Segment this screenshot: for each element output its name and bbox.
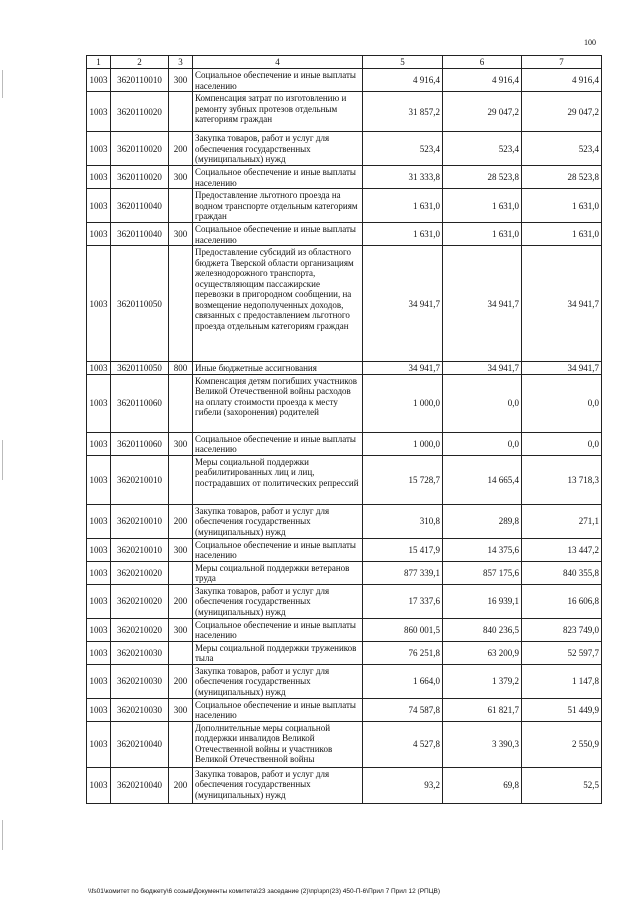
cell-amount-year-1: 76 251,8	[363, 641, 443, 664]
cell-amount-year-3: 271,1	[522, 504, 602, 538]
cell-amount-year-1: 34 941,7	[363, 246, 443, 362]
cell-amount-year-1: 310,8	[363, 504, 443, 538]
cell-amount-year-3: 1 631,0	[522, 223, 602, 246]
cell-amount-year-2: 63 200,9	[443, 641, 522, 664]
cell-section-code: 1003	[87, 455, 111, 504]
cell-description: Закупка товаров, работ и услуг для обеспечения государственных (муниципальных) нужд	[193, 767, 363, 803]
cell-target-code: 3620210010	[111, 455, 169, 504]
cell-amount-year-3: 34 941,7	[522, 362, 602, 375]
header-col-1: 1	[87, 56, 111, 69]
table-row	[87, 132, 602, 166]
cell-expense-type: 300	[169, 432, 193, 455]
cell-amount-year-2: 1 631,0	[443, 223, 522, 246]
cell-expense-type	[169, 374, 193, 432]
cell-description: Закупка товаров, работ и услуг для обеспечения государственных (муниципальных) нужд	[193, 584, 363, 618]
cell-amount-year-2: 14 375,6	[443, 538, 522, 561]
cell-amount-year-2: 69,8	[443, 767, 522, 803]
cell-amount-year-3: 52,5	[522, 767, 602, 803]
cell-expense-type: 300	[169, 698, 193, 721]
cell-description: Закупка товаров, работ и услуг для обеспечения государственных (муниципальных) нужд	[193, 664, 363, 698]
cell-amount-year-1: 1 664,0	[363, 664, 443, 698]
cell-expense-type: 300	[169, 538, 193, 561]
cell-section-code: 1003	[87, 561, 111, 584]
header-col-2: 2	[111, 56, 169, 69]
cell-description: Предоставление льготного проезда на водном транспорте отдельным категориям граждан	[193, 189, 363, 223]
cell-target-code: 3620110020	[111, 132, 169, 166]
cell-amount-year-3: 13 718,3	[522, 455, 602, 504]
table-row	[87, 767, 602, 803]
cell-amount-year-3: 0,0	[522, 432, 602, 455]
cell-amount-year-1: 93,2	[363, 767, 443, 803]
cell-section-code: 1003	[87, 584, 111, 618]
cell-amount-year-3: 840 355,8	[522, 561, 602, 584]
cell-amount-year-2: 0,0	[443, 374, 522, 432]
cell-amount-year-1: 31 333,8	[363, 166, 443, 189]
cell-description: Предоставление субсидий из областного бюджета Тверской области организациям железнодорожного транспорта, осуществляющим пассажирские перевозки в пригородном сообщении, на возмещение недополученных доходов, связанных с предоставлением льготного проезда отдельным категориям граждан	[193, 246, 363, 362]
table-row	[87, 664, 602, 698]
cell-amount-year-1: 1 631,0	[363, 189, 443, 223]
cell-amount-year-3: 52 597,7	[522, 641, 602, 664]
cell-amount-year-2: 0,0	[443, 432, 522, 455]
cell-section-code: 1003	[87, 132, 111, 166]
cell-amount-year-2: 289,8	[443, 504, 522, 538]
cell-section-code: 1003	[87, 767, 111, 803]
cell-description: Меры социальной поддержки ветеранов труда	[193, 561, 363, 584]
cell-amount-year-2: 28 523,8	[443, 166, 522, 189]
cell-target-code: 3620210020	[111, 618, 169, 641]
table-row	[87, 538, 602, 561]
cell-expense-type	[169, 246, 193, 362]
cell-section-code: 1003	[87, 223, 111, 246]
cell-target-code: 3620110040	[111, 223, 169, 246]
cell-expense-type	[169, 641, 193, 664]
table-row	[87, 69, 602, 92]
cell-expense-type: 200	[169, 504, 193, 538]
cell-expense-type: 300	[169, 166, 193, 189]
cell-expense-type: 300	[169, 223, 193, 246]
cell-description: Закупка товаров, работ и услуг для обеспечения государственных (муниципальных) нужд	[193, 132, 363, 166]
table-row	[87, 698, 602, 721]
cell-amount-year-3: 523,4	[522, 132, 602, 166]
header-col-7: 7	[522, 56, 602, 69]
cell-amount-year-1: 4 527,8	[363, 721, 443, 767]
cell-section-code: 1003	[87, 664, 111, 698]
table-row	[87, 584, 602, 618]
cell-expense-type: 300	[169, 69, 193, 92]
cell-section-code: 1003	[87, 69, 111, 92]
cell-amount-year-3: 34 941,7	[522, 246, 602, 362]
header-col-5: 5	[363, 56, 443, 69]
cell-amount-year-1: 15 728,7	[363, 455, 443, 504]
cell-expense-type	[169, 189, 193, 223]
cell-target-code: 3620110020	[111, 92, 169, 132]
cell-description: Социальное обеспечение и иные выплаты населению	[193, 698, 363, 721]
cell-amount-year-3: 13 447,2	[522, 538, 602, 561]
cell-amount-year-2: 523,4	[443, 132, 522, 166]
cell-amount-year-1: 523,4	[363, 132, 443, 166]
table-row	[87, 721, 602, 767]
cell-amount-year-1: 15 417,9	[363, 538, 443, 561]
cell-target-code: 3620210020	[111, 584, 169, 618]
cell-amount-year-2: 1 379,2	[443, 664, 522, 698]
cell-target-code: 3620210030	[111, 664, 169, 698]
cell-section-code: 1003	[87, 698, 111, 721]
cell-amount-year-1: 1 000,0	[363, 374, 443, 432]
cell-amount-year-2: 14 665,4	[443, 455, 522, 504]
cell-amount-year-1: 4 916,4	[363, 69, 443, 92]
cell-target-code: 3620210010	[111, 538, 169, 561]
scan-margin-mark	[2, 820, 3, 850]
cell-section-code: 1003	[87, 166, 111, 189]
cell-expense-type: 200	[169, 584, 193, 618]
table-row	[87, 189, 602, 223]
file-path-footer: \\fs01\комитет по бюджету\6 созыв\Документы комитета\23 заседание (2)\пр\зрп(23) 450-П-6\Прил 7 Прил 12 (РПЦВ)	[88, 888, 441, 895]
cell-amount-year-1: 34 941,7	[363, 362, 443, 375]
cell-section-code: 1003	[87, 246, 111, 362]
cell-amount-year-1: 860 001,5	[363, 618, 443, 641]
table-row	[87, 362, 602, 375]
cell-amount-year-3: 28 523,8	[522, 166, 602, 189]
header-col-3: 3	[169, 56, 193, 69]
table-body	[87, 69, 602, 804]
cell-description: Социальное обеспечение и иные выплаты населению	[193, 618, 363, 641]
cell-amount-year-2: 34 941,7	[443, 246, 522, 362]
cell-target-code: 3620210020	[111, 561, 169, 584]
table-row	[87, 374, 602, 432]
cell-description: Меры социальной поддержки реабилитированных лиц и лиц, пострадавших от политических репрессий	[193, 455, 363, 504]
header-col-6: 6	[443, 56, 522, 69]
cell-amount-year-3: 1 631,0	[522, 189, 602, 223]
cell-section-code: 1003	[87, 538, 111, 561]
cell-description: Социальное обеспечение и иные выплаты населению	[193, 538, 363, 561]
header-col-4: 4	[193, 56, 363, 69]
cell-amount-year-3: 1 147,8	[522, 664, 602, 698]
cell-target-code: 3620110010	[111, 69, 169, 92]
cell-amount-year-3: 0,0	[522, 374, 602, 432]
cell-amount-year-2: 16 939,1	[443, 584, 522, 618]
table-row	[87, 223, 602, 246]
cell-expense-type	[169, 455, 193, 504]
cell-amount-year-1: 877 339,1	[363, 561, 443, 584]
cell-description: Компенсация затрат по изготовлению и ремонту зубных протезов отдельным категориям граждан	[193, 92, 363, 132]
cell-description: Дополнительные меры социальной поддержки инвалидов Великой Отечественной войны и участников Великой Отечественной войны	[193, 721, 363, 767]
cell-expense-type: 300	[169, 618, 193, 641]
cell-section-code: 1003	[87, 374, 111, 432]
cell-expense-type	[169, 561, 193, 584]
table-row	[87, 166, 602, 189]
table-row	[87, 246, 602, 362]
cell-target-code: 3620210010	[111, 504, 169, 538]
cell-description: Социальное обеспечение и иные выплаты населению	[193, 69, 363, 92]
cell-amount-year-3: 29 047,2	[522, 92, 602, 132]
table-row	[87, 432, 602, 455]
page-number: 100	[584, 38, 596, 47]
cell-target-code: 3620110060	[111, 432, 169, 455]
cell-amount-year-3: 823 749,0	[522, 618, 602, 641]
cell-amount-year-3: 16 606,8	[522, 584, 602, 618]
budget-table	[86, 55, 602, 804]
cell-description: Социальное обеспечение и иные выплаты населению	[193, 166, 363, 189]
cell-target-code: 3620110020	[111, 166, 169, 189]
table-row	[87, 641, 602, 664]
cell-target-code: 3620210030	[111, 698, 169, 721]
cell-expense-type: 800	[169, 362, 193, 375]
cell-target-code: 3620110050	[111, 246, 169, 362]
cell-expense-type	[169, 92, 193, 132]
cell-section-code: 1003	[87, 618, 111, 641]
cell-expense-type	[169, 721, 193, 767]
cell-amount-year-2: 1 631,0	[443, 189, 522, 223]
cell-section-code: 1003	[87, 504, 111, 538]
cell-amount-year-2: 840 236,5	[443, 618, 522, 641]
cell-amount-year-2: 61 821,7	[443, 698, 522, 721]
cell-target-code: 3620110050	[111, 362, 169, 375]
cell-amount-year-1: 31 857,2	[363, 92, 443, 132]
cell-section-code: 1003	[87, 362, 111, 375]
cell-target-code: 3620110060	[111, 374, 169, 432]
cell-amount-year-1: 17 337,6	[363, 584, 443, 618]
cell-description: Иные бюджетные ассигнования	[193, 362, 363, 375]
cell-expense-type: 200	[169, 132, 193, 166]
scan-margin-mark	[2, 70, 3, 98]
cell-amount-year-1: 74 587,8	[363, 698, 443, 721]
cell-amount-year-2: 857 175,6	[443, 561, 522, 584]
cell-amount-year-1: 1 631,0	[363, 223, 443, 246]
cell-amount-year-2: 34 941,7	[443, 362, 522, 375]
cell-section-code: 1003	[87, 641, 111, 664]
cell-amount-year-3: 4 916,4	[522, 69, 602, 92]
cell-target-code: 3620210040	[111, 767, 169, 803]
cell-amount-year-1: 1 000,0	[363, 432, 443, 455]
scan-margin-mark	[2, 440, 3, 480]
cell-section-code: 1003	[87, 189, 111, 223]
cell-expense-type: 200	[169, 664, 193, 698]
cell-amount-year-2: 3 390,3	[443, 721, 522, 767]
table-row	[87, 561, 602, 584]
cell-target-code: 3620110040	[111, 189, 169, 223]
cell-description: Закупка товаров, работ и услуг для обеспечения государственных (муниципальных) нужд	[193, 504, 363, 538]
cell-amount-year-3: 51 449,9	[522, 698, 602, 721]
table-header-row	[87, 56, 602, 69]
cell-amount-year-2: 4 916,4	[443, 69, 522, 92]
cell-amount-year-3: 2 550,9	[522, 721, 602, 767]
cell-amount-year-2: 29 047,2	[443, 92, 522, 132]
cell-expense-type: 200	[169, 767, 193, 803]
cell-description: Социальное обеспечение и иные выплаты населению	[193, 432, 363, 455]
cell-target-code: 3620210030	[111, 641, 169, 664]
cell-description: Компенсация детям погибших участников Великой Отечественной войны расходов на оплату стоимости проезда к месту гибели (захоронения) родителей	[193, 374, 363, 432]
table-row	[87, 618, 602, 641]
table-row	[87, 504, 602, 538]
cell-description: Меры социальной поддержки тружеников тыла	[193, 641, 363, 664]
table-row	[87, 455, 602, 504]
cell-section-code: 1003	[87, 432, 111, 455]
cell-target-code: 3620210040	[111, 721, 169, 767]
cell-description: Социальное обеспечение и иные выплаты населению	[193, 223, 363, 246]
cell-section-code: 1003	[87, 721, 111, 767]
table-row	[87, 92, 602, 132]
cell-section-code: 1003	[87, 92, 111, 132]
